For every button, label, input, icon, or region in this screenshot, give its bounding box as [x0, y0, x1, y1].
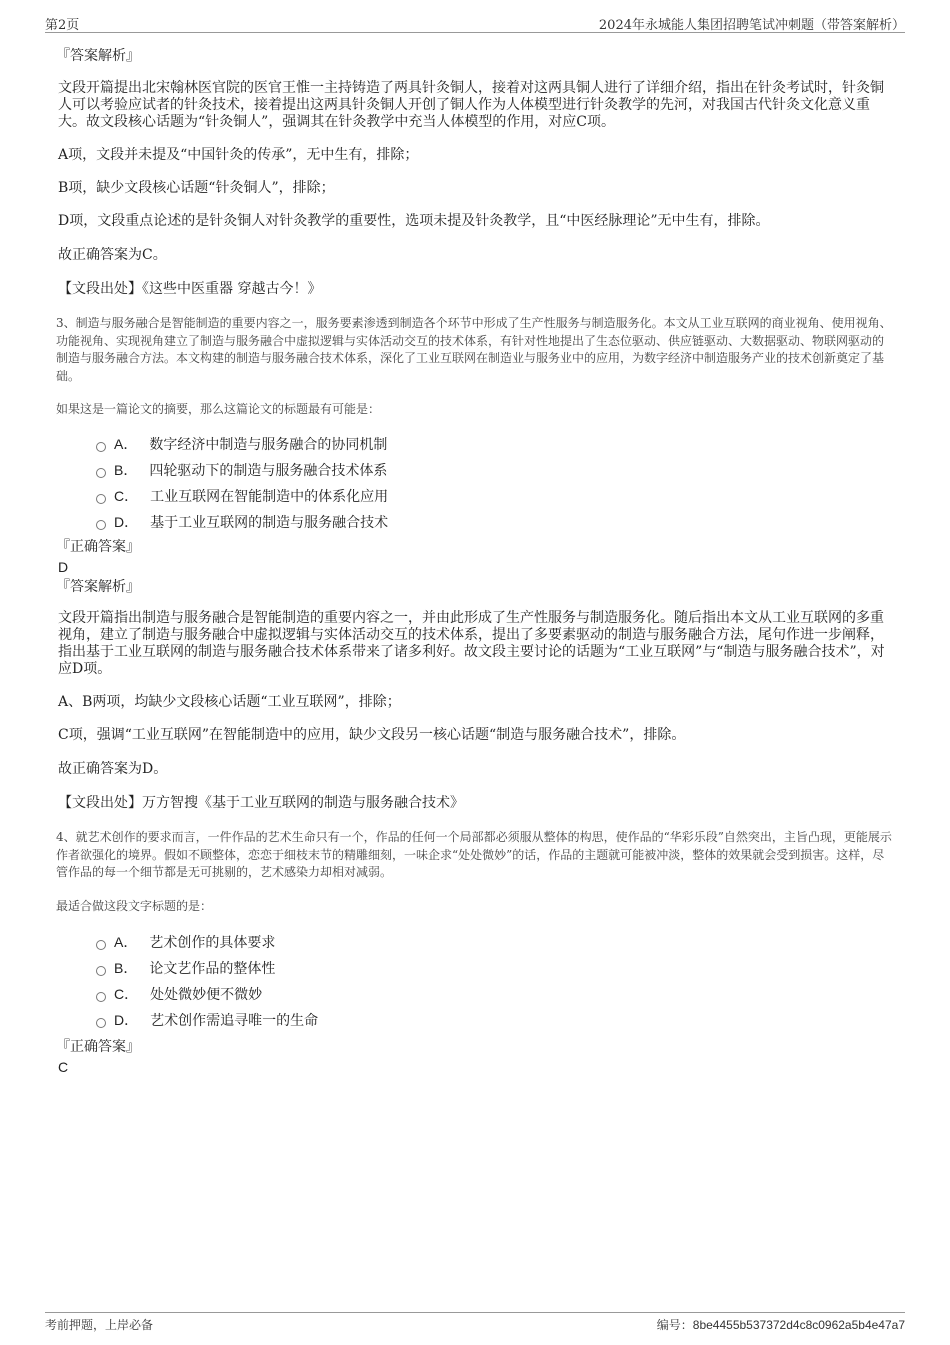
document-code	[657, 1316, 905, 1333]
q4-option-c[interactable]: C． 处处微妙便不微妙	[96, 981, 892, 1007]
q4-answer-label: 『正确答案』	[56, 1038, 140, 1055]
q3-answer: D	[58, 559, 69, 575]
q3-analysis-label: 『答案解析』	[56, 579, 140, 595]
page-number: 第2页	[45, 18, 80, 33]
q2-source: 【文段出处】《这些中医重器 穿越古今！》	[58, 281, 322, 297]
q4-option-b[interactable]: B． 论文艺作品的整体性	[96, 955, 892, 981]
q3-question-text: 3、制造与服务融合是智能制造的重要内容之一，服务要素渗透到制造各个环节中形成了生产性服务与制造服务化。本文从工业互联网的商业视角、使用视角、功能视角、实现视角建立了制造与服务融合中虚拟逻辑与实体活动交互的技术体系，有针对性地提出了生态位驱动、供应链驱动、大数据驱动、物联网驱动的制造与服务融合方法。本文构建的制造与服务融合技术体系，深化了工业互联网在制造业与服务业中的应用，为数字经济中制造服务产业的技术创新奠定了基础。	[56, 316, 892, 383]
q2-note-d: D项，文段重点论述的是针灸铜人对针灸教学的重要性，选项未提及针灸教学，且“中医经脉理论”无中生有，排除。	[58, 213, 770, 229]
code-label: 编号：	[656, 1318, 693, 1332]
radio-icon[interactable]	[96, 992, 106, 1002]
radio-icon[interactable]	[96, 940, 106, 950]
radio-icon[interactable]	[96, 494, 106, 504]
footer-slogan: 考前押题，上岸必备	[45, 1318, 154, 1332]
q3-options	[56, 431, 892, 535]
radio-icon[interactable]	[96, 442, 106, 452]
q4-answer: C	[58, 1058, 69, 1075]
q3-prompt: 如果这是一篇论文的摘要，那么这篇论文的标题最有可能是：	[56, 402, 381, 416]
page-header	[45, 12, 905, 33]
q4-question-text: 4、就艺术创作的要求而言，一件作品的艺术生命只有一个，作品的任何一个局部都必须服从整体的构思，使作品的“华彩乐段”自然突出，主旨凸现，更能展示作者欲强化的境界。假如不顾整体，恋恋于细枝末节的精雕细刻，一味企求“处处微妙”的话，作品的主题就可能被冲淡，整体的效果就会受到损害。这样，尽管作品的每一个细节都是无可挑剔的，艺术感染力却相对减弱。	[56, 830, 892, 879]
q3-source: 【文段出处】万方智搜《基于工业互联网的制造与服务融合技术》	[58, 795, 464, 811]
q3-option-c[interactable]: C． 工业互联网在智能制造中的体系化应用	[96, 483, 892, 509]
radio-icon[interactable]	[96, 520, 106, 530]
q3-note-ab: A、B两项，均缺少文段核心话题“工业互联网”，排除；	[58, 694, 401, 710]
q3-answer-label: 『正确答案』	[56, 539, 140, 555]
q2-note-b: B项，缺少文段核心话题“针灸铜人”，排除；	[58, 180, 335, 196]
radio-icon[interactable]	[96, 1018, 106, 1028]
q2-analysis-label: 『答案解析』	[56, 48, 140, 64]
q3-option-b[interactable]: B． 四轮驱动下的制造与服务融合技术体系	[96, 457, 892, 483]
radio-icon[interactable]	[96, 468, 106, 478]
q4-prompt: 最适合做这段文字标题的是：	[56, 898, 213, 913]
q4-option-d[interactable]: D． 艺术创作需追寻唯一的生命	[96, 1007, 892, 1033]
radio-icon[interactable]	[96, 966, 106, 976]
q3-note-c: C项，强调“工业互联网”在智能制造中的应用，缺少文段另一核心话题“制造与服务融合技术”，排除。	[58, 727, 686, 743]
q2-note-a: A项，文段并未提及“中国针灸的传承”，无中生有，排除；	[58, 147, 419, 163]
q3-analysis-paragraph: 文段开篇指出制造与服务融合是智能制造的重要内容之一，并由此形成了生产性服务与制造服务化。随后指出本文从工业互联网的多重视角，建立了制造与服务融合中虚拟逻辑与实体活动交互的技术体系，提出了多要素驱动的制造与服务融合方法，尾句作进一步阐释，指出基于工业互联网的制造与服务融合技术体系带来了诸多利好。故文段主要讨论的话题为“工业互联网”与“制造与服务融合技术”，对应D项。	[58, 610, 885, 677]
q3-option-a[interactable]: A． 数字经济中制造与服务融合的协同机制	[96, 431, 892, 457]
page-footer	[45, 1312, 905, 1335]
q3-conclusion: 故正确答案为D。	[58, 761, 168, 777]
document-title: 2024年永城能人集团招聘笔试冲刺题（带答案解析）	[598, 18, 905, 33]
q3-option-d[interactable]: D． 基于工业互联网的制造与服务融合技术	[96, 509, 892, 535]
q2-analysis-paragraph: 文段开篇提出北宋翰林医官院的医官王惟一主持铸造了两具针灸铜人，接着对这两具铜人进行了详细介绍，指出在针灸考试时，针灸铜人可以考验应试者的针灸技术，接着提出这两具针灸铜人开创了铜人作为人体模型进行针灸教学的先河，对我国古代针灸文化意义重大。故文段核心话题为“针灸铜人”，强调其在针灸教学中充当人体模型的作用，对应C项。	[58, 80, 884, 130]
page-content	[56, 46, 892, 1077]
q4-option-a[interactable]: A． 艺术创作的具体要求	[96, 929, 892, 955]
code-value: 8be4455b537372d4c8c0962a5b4e47a7	[692, 1318, 905, 1332]
q4-options	[56, 929, 892, 1033]
q2-conclusion: 故正确答案为C。	[58, 247, 167, 263]
